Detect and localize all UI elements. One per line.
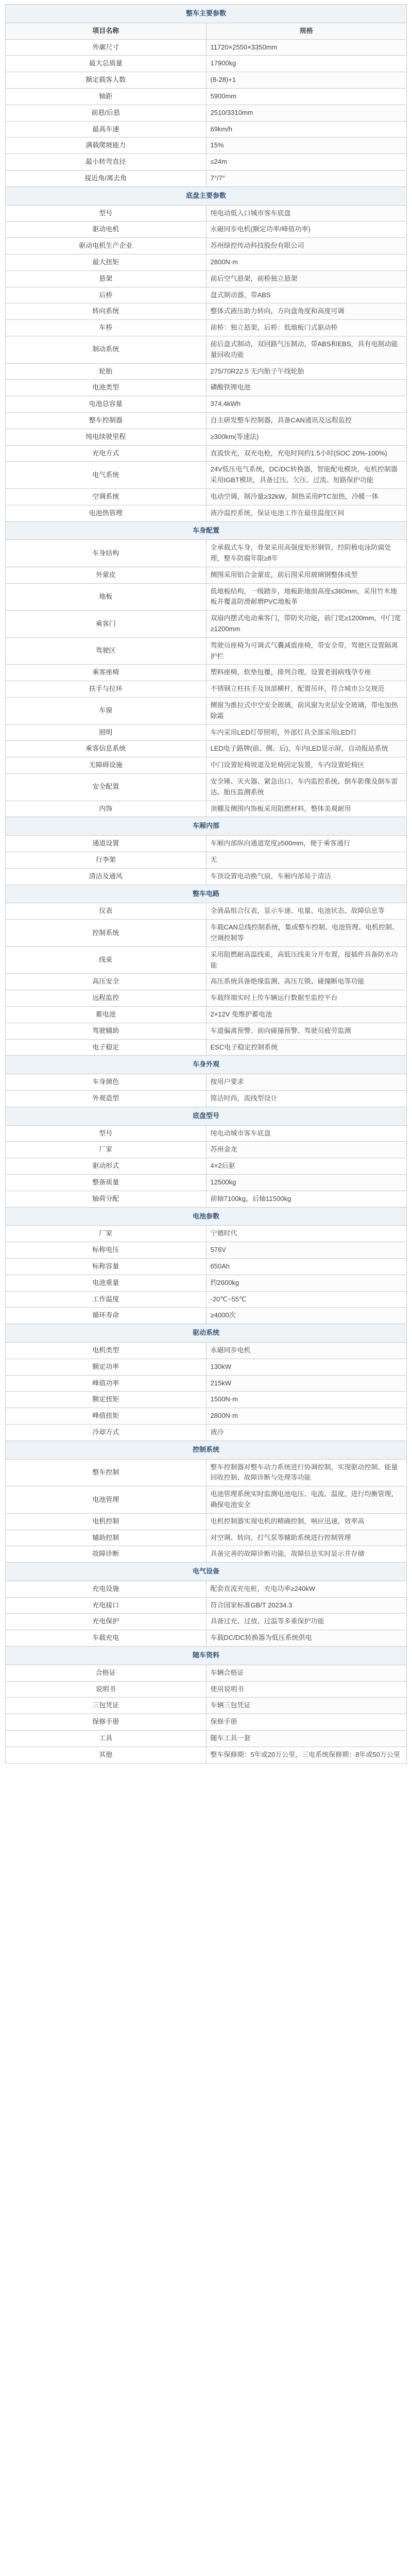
table-row [6, 1007, 407, 1023]
row-label: 整车控制器 [6, 412, 207, 429]
table-row [6, 990, 407, 1007]
section-title: 车身配置 [6, 521, 407, 540]
table-row [6, 303, 407, 320]
row-value: 侧窗为推拉式中空安全玻璃，前风窗为夹层安全玻璃，带电加热除霜 [206, 698, 407, 725]
row-label: 电池总容量 [6, 396, 207, 413]
row-label: 电池重量 [6, 1275, 207, 1291]
table-row [6, 724, 407, 741]
section-title: 底盘主要参数 [6, 187, 407, 205]
row-label: 空调系统 [6, 488, 207, 505]
table-row [6, 1074, 407, 1091]
table-row [6, 1142, 407, 1158]
row-label: 车载充电 [6, 1630, 207, 1647]
table-row [6, 801, 407, 817]
row-label: 悬架 [6, 270, 207, 287]
table-row [6, 1242, 407, 1259]
row-label: 冷却方式 [6, 1424, 207, 1440]
table-row [6, 170, 407, 187]
table-row [6, 1581, 407, 1597]
row-label: 车身结构 [6, 540, 207, 567]
row-value: 配套直流充电桩，充电功率≥240kW [206, 1581, 407, 1597]
row-value: 不锈钢立柱扶手及顶部横杆，配置吊环，符合城市公交规范 [206, 681, 407, 698]
row-label: 满载爬坡能力 [6, 138, 207, 154]
row-label: 控制系统 [6, 920, 207, 947]
table-row [6, 1546, 407, 1563]
row-label: 标称电压 [6, 1242, 207, 1259]
table-row [6, 154, 407, 171]
row-label: 电池类型 [6, 380, 207, 396]
row-value: 自主研发整车控制器，具备CAN通讯及远程监控 [206, 412, 407, 429]
table-row [6, 903, 407, 920]
table-row [6, 1023, 407, 1039]
row-value: LED电子路牌(前、侧、后)，车内LED显示屏，自动报站系统 [206, 741, 407, 757]
row-value: ESC电子稳定控制系统 [206, 1039, 407, 1056]
row-label: 最高车速 [6, 121, 207, 138]
row-value: 前桥：独立悬架，后桥：低地板门式驱动桥 [206, 320, 407, 336]
section-title: 电池参数 [6, 1207, 407, 1226]
table-row [6, 1530, 407, 1546]
row-label: 乘客座椅 [6, 665, 207, 681]
row-value: 69km/h [206, 121, 407, 138]
table-row [6, 462, 407, 489]
table-row [6, 1486, 407, 1514]
column-header-row [6, 23, 407, 39]
table-row [6, 205, 407, 222]
row-value: 2800N·m [206, 254, 407, 270]
row-value: 侧围采用铝合金蒙皮，前后围采用玻璃钢整体成型 [206, 567, 407, 583]
row-value: 直流快充，双充电枪，充电时间约1.5小时(SOC 20%-100%) [206, 445, 407, 462]
row-value: 整车控制器对整车动力系统进行协调控制，实现驱动控制、能量回收控制、故障诊断与处理等功能 [206, 1459, 407, 1486]
row-value: 电池管理系统实时监测电池电压、电流、温度，进行均衡管理，确保电池安全 [206, 1486, 407, 1514]
table-row [6, 946, 407, 974]
row-value: 215kW [206, 1375, 407, 1392]
table-row [6, 774, 407, 801]
row-value: 24V低压电气系统，DC/DC转换器，智能配电模块，电机控制器采用IGBT模块，具备过压、欠压、过流、短路保护功能 [206, 462, 407, 489]
row-value: 7°/7° [206, 170, 407, 187]
row-value: 按用户要求 [206, 1074, 407, 1091]
row-value: 保修手册 [206, 1714, 407, 1731]
row-label: 行李架 [6, 852, 207, 869]
row-label: 清洁及通风 [6, 868, 207, 885]
row-label: 型号 [6, 1125, 207, 1142]
row-value: 顶棚及侧围内饰板采用阻燃材料，整体美观耐用 [206, 801, 407, 817]
table-row [6, 974, 407, 990]
spec-table [5, 4, 407, 1764]
table-row [6, 1275, 407, 1291]
table-row [6, 583, 407, 611]
row-label: 照明 [6, 724, 207, 741]
row-value: 全液晶组合仪表，显示车速、电量、电池状态、故障信息等 [206, 903, 407, 920]
row-value: 车道偏离预警、前向碰撞预警、驾驶员疲劳监测 [206, 1023, 407, 1039]
table-row [6, 698, 407, 725]
row-label: 轮胎 [6, 363, 207, 380]
table-row [6, 1698, 407, 1714]
section-header [6, 1647, 407, 1665]
row-value: ≥4000次 [206, 1308, 407, 1324]
section-title: 底盘型号 [6, 1107, 407, 1125]
row-label: 保修手册 [6, 1714, 207, 1731]
table-row [6, 270, 407, 287]
row-label: 乘客信息系统 [6, 741, 207, 757]
table-row [6, 665, 407, 681]
table-row [6, 757, 407, 774]
row-value: 电动空调，制冷量≥32kW，制热采用PTC加热，冷暖一体 [206, 488, 407, 505]
row-label: 峰值功率 [6, 1375, 207, 1392]
table-row [6, 105, 407, 121]
table-row [6, 254, 407, 270]
row-label: 驱动电机生产企业 [6, 238, 207, 255]
row-label: 电池管理 [6, 1486, 207, 1514]
table-row [6, 363, 407, 380]
row-value: 车载终端实时上传车辆运行数据至监控平台 [206, 990, 407, 1007]
row-label: 工作温度 [6, 1291, 207, 1308]
row-value: 12500kg [206, 1174, 407, 1191]
row-value: 前后盘式制动，双回路气压制动，带ABS和EBS，具有电制动能量回收功能 [206, 336, 407, 363]
table-row [6, 567, 407, 583]
row-value: ≥300km(等速法) [206, 429, 407, 445]
row-value: 液冷温控系统，保证电池工作在最佳温度区间 [206, 505, 407, 521]
table-row [6, 488, 407, 505]
row-label: 额定扭矩 [6, 1392, 207, 1408]
section-title: 整车主要参数 [6, 5, 407, 23]
row-label: 电机类型 [6, 1342, 207, 1359]
table-row [6, 1392, 407, 1408]
table-row [6, 741, 407, 757]
row-value: 塑料座椅，软垫包覆，排列合理，设置老弱病残孕专座 [206, 665, 407, 681]
row-label: 整备质量 [6, 1174, 207, 1191]
row-value: 液冷 [206, 1424, 407, 1440]
row-label: 电气系统 [6, 462, 207, 489]
column-header-spec: 规格 [206, 23, 407, 39]
row-label: 充电保护 [6, 1614, 207, 1630]
table-row [6, 1731, 407, 1747]
row-label: 驱动形式 [6, 1158, 207, 1175]
row-label: 外观造型 [6, 1090, 207, 1107]
section-header [6, 885, 407, 903]
row-value: 2800N·m [206, 1408, 407, 1425]
row-label: 轴荷分配 [6, 1191, 207, 1207]
table-row [6, 1226, 407, 1242]
table-row [6, 1342, 407, 1359]
row-value: 纯电动低入口城市客车底盘 [206, 205, 407, 222]
table-row [6, 380, 407, 396]
row-value: 374.4kWh [206, 396, 407, 413]
row-label: 电子稳定 [6, 1039, 207, 1056]
row-value: 纯电动城市客车底盘 [206, 1125, 407, 1142]
row-label: 辅助控制 [6, 1530, 207, 1546]
row-value: 电机控制器实现电机的精确控制，响应迅速，效率高 [206, 1513, 407, 1530]
row-label: 充电设施 [6, 1581, 207, 1597]
section-header [6, 1207, 407, 1226]
row-value: 永磁同步电机 [206, 1342, 407, 1359]
row-label: 外廓尺寸 [6, 39, 207, 56]
row-label: 充电接口 [6, 1597, 207, 1614]
row-label: 纯电续驶里程 [6, 429, 207, 445]
row-label: 内饰 [6, 801, 207, 817]
table-row [6, 1039, 407, 1056]
section-title: 车身外观 [6, 1056, 407, 1074]
row-value: 4×2后驱 [206, 1158, 407, 1175]
row-value: 随车工具一套 [206, 1731, 407, 1747]
table-row [6, 1747, 407, 1763]
row-label: 峰值扭矩 [6, 1408, 207, 1425]
row-value: 车顶设置电动换气扇，车厢内部易于清洁 [206, 868, 407, 885]
row-label: 车窗 [6, 698, 207, 725]
row-label: 蓄电池 [6, 1007, 207, 1023]
table-row [6, 1681, 407, 1698]
row-label: 驾驶区 [6, 637, 207, 665]
section-title: 随车资料 [6, 1647, 407, 1665]
row-label: 仪表 [6, 903, 207, 920]
section-title: 整车电路 [6, 885, 407, 903]
row-label: 制动系统 [6, 336, 207, 363]
table-row [6, 412, 407, 429]
row-value: 简洁时尚，流线型设计 [206, 1090, 407, 1107]
table-row [6, 1597, 407, 1614]
row-value: 整体式液压助力转向，方向盘角度和高度可调 [206, 303, 407, 320]
row-value: 使用说明书 [206, 1681, 407, 1698]
row-value: 车辆合格证 [206, 1665, 407, 1681]
row-value: 1500N·m [206, 1392, 407, 1408]
row-label: 整车控制 [6, 1459, 207, 1486]
table-row [6, 1424, 407, 1440]
table-row [6, 1191, 407, 1207]
row-value: 低地板结构，一级踏步，地板距地面高度≤360mm，采用竹木地板并覆盖防滑耐磨PVC地板革 [206, 583, 407, 611]
row-value: 苏州金龙 [206, 1142, 407, 1158]
table-row [6, 1665, 407, 1681]
row-value: 17900kg [206, 56, 407, 72]
row-label: 循环寿命 [6, 1308, 207, 1324]
section-header [6, 1324, 407, 1343]
table-row [6, 920, 407, 947]
row-label: 三包凭证 [6, 1698, 207, 1714]
row-value: 安全锤、灭火器、紧急出口、车内监控系统、倒车影像及倒车雷达、胎压监测系统 [206, 774, 407, 801]
spec-table-body [6, 5, 407, 1764]
row-value: 前后空气悬架，前桥独立悬架 [206, 270, 407, 287]
row-label: 充电方式 [6, 445, 207, 462]
table-row [6, 320, 407, 336]
row-label: 型号 [6, 205, 207, 222]
row-label: 工具 [6, 1731, 207, 1747]
row-value: 650Ah [206, 1258, 407, 1275]
row-value: 2510/3310mm [206, 105, 407, 121]
row-label: 其他 [6, 1747, 207, 1763]
row-label: 说明书 [6, 1681, 207, 1698]
row-label: 转向系统 [6, 303, 207, 320]
row-value: 全承载式车身，骨架采用高强度矩形钢管，经阴极电泳防腐处理，整车防腐年限≥8年 [206, 540, 407, 567]
row-value: 具备过充、过放、过温等多重保护功能 [206, 1614, 407, 1630]
table-row [6, 1125, 407, 1142]
table-row [6, 681, 407, 698]
section-header [6, 1440, 407, 1459]
row-label: 额定功率 [6, 1359, 207, 1375]
table-row [6, 637, 407, 665]
table-row [6, 287, 407, 303]
row-label: 乘客门 [6, 611, 207, 638]
section-header [6, 1107, 407, 1125]
table-row [6, 1513, 407, 1530]
row-label: 故障诊断 [6, 1546, 207, 1563]
row-label: 最大扭矩 [6, 254, 207, 270]
row-label: 厂家 [6, 1226, 207, 1242]
table-row [6, 1258, 407, 1275]
row-value: 车内采用LED灯带照明，外部灯具全部采用LED灯 [206, 724, 407, 741]
table-row [6, 540, 407, 567]
row-label: 电池热管理 [6, 505, 207, 521]
row-value: 约2600kg [206, 1275, 407, 1291]
table-row [6, 1630, 407, 1647]
row-value: -20℃~55℃ [206, 1291, 407, 1308]
row-value: 高压系统具备绝缘监测、高压互锁、碰撞断电等功能 [206, 974, 407, 990]
row-label: 轴距 [6, 88, 207, 105]
table-row [6, 1459, 407, 1486]
row-label: 厂家 [6, 1142, 207, 1158]
table-row [6, 88, 407, 105]
row-value: 苏州绿控传动科技股份有限公司 [206, 238, 407, 255]
row-label: 高压安全 [6, 974, 207, 990]
section-header [6, 1563, 407, 1581]
table-row [6, 1158, 407, 1175]
row-value: 整车保修期：5年或20万公里，三电系统保修期：8年或50万公里 [206, 1747, 407, 1763]
row-label: 驱动电机 [6, 222, 207, 238]
row-label: 通道设置 [6, 836, 207, 852]
section-title: 驱动系统 [6, 1324, 407, 1343]
row-label: 安全配置 [6, 774, 207, 801]
row-value: 无 [206, 852, 407, 869]
row-label: 标称容量 [6, 1258, 207, 1275]
row-label: 无障碍设施 [6, 757, 207, 774]
row-value: 130kW [206, 1359, 407, 1375]
row-label: 线束 [6, 946, 207, 974]
row-value: 永磁同步电机(额定功率/峰值功率) [206, 222, 407, 238]
section-header [6, 5, 407, 23]
row-label: 前悬/后悬 [6, 105, 207, 121]
row-value: 双扇内摆式电动乘客门，带防夹功能，前门宽≥1200mm，中门宽≥1200mm [206, 611, 407, 638]
row-value: 采用阻燃耐高温线束，高低压线束分开布置，接插件具备防水功能 [206, 946, 407, 974]
row-value: 对空调、转向、打气泵等辅助系统进行控制管理 [206, 1530, 407, 1546]
section-header [6, 521, 407, 540]
row-label: 车桥 [6, 320, 207, 336]
table-row [6, 336, 407, 363]
row-label: 最小转弯直径 [6, 154, 207, 171]
row-value: 车载DC/DC转换器为低压系统供电 [206, 1630, 407, 1647]
table-row [6, 222, 407, 238]
row-label: 最大总质量 [6, 56, 207, 72]
row-value: 驾驶员座椅为可调式气囊减震座椅，带安全带，驾驶区设置隔离护栏 [206, 637, 407, 665]
row-label: 外蒙皮 [6, 567, 207, 583]
table-row [6, 56, 407, 72]
section-header [6, 817, 407, 836]
table-row [6, 1614, 407, 1630]
row-value: 车厢内部纵向通道宽度≥500mm，便于乘客通行 [206, 836, 407, 852]
row-value: 宁德时代 [206, 1226, 407, 1242]
row-value: 车载CAN总线控制系统，集成整车控制、电池管理、电机控制、空调控制等 [206, 920, 407, 947]
row-value: 磷酸铁锂电池 [206, 380, 407, 396]
table-row [6, 836, 407, 852]
section-title: 车厢内部 [6, 817, 407, 836]
section-title: 控制系统 [6, 1440, 407, 1459]
row-value: 具备完善的故障诊断功能，故障信息实时显示并存储 [206, 1546, 407, 1563]
spec-document [5, 4, 407, 1764]
table-row [6, 445, 407, 462]
table-row [6, 39, 407, 56]
row-label: 驾驶辅助 [6, 1023, 207, 1039]
row-value: 中门设置轮椅坡道及轮椅固定装置，车内设置轮椅区 [206, 757, 407, 774]
table-row [6, 1308, 407, 1324]
row-label: 地板 [6, 583, 207, 611]
row-label: 扶手与拉环 [6, 681, 207, 698]
row-value: 盘式制动器，带ABS [206, 287, 407, 303]
table-row [6, 505, 407, 521]
table-row [6, 1714, 407, 1731]
row-value: 11720×2550×3350mm [206, 39, 407, 56]
row-value: 15% [206, 138, 407, 154]
table-row [6, 868, 407, 885]
table-row [6, 138, 407, 154]
table-row [6, 1408, 407, 1425]
row-value: 576V [206, 1242, 407, 1259]
table-row [6, 121, 407, 138]
row-label: 电机控制 [6, 1513, 207, 1530]
section-title: 电气设备 [6, 1563, 407, 1581]
row-label: 车身颜色 [6, 1074, 207, 1091]
section-header [6, 1056, 407, 1074]
table-row [6, 611, 407, 638]
table-row [6, 1174, 407, 1191]
table-row [6, 429, 407, 445]
column-header-item: 项目名称 [6, 23, 207, 39]
table-row [6, 852, 407, 869]
table-row [6, 1090, 407, 1107]
row-value: 车辆三包凭证 [206, 1698, 407, 1714]
table-row [6, 1359, 407, 1375]
row-value: 5900mm [206, 88, 407, 105]
section-header [6, 187, 407, 205]
table-row [6, 238, 407, 255]
table-row [6, 396, 407, 413]
row-label: 后桥 [6, 287, 207, 303]
row-value: ≤24m [206, 154, 407, 171]
row-label: 额定载客人数 [6, 72, 207, 89]
table-row [6, 1375, 407, 1392]
table-row [6, 1291, 407, 1308]
row-value: 2×12V 免维护蓄电池 [206, 1007, 407, 1023]
row-value: 前轴7100kg，后轴11500kg [206, 1191, 407, 1207]
row-label: 合格证 [6, 1665, 207, 1681]
row-value: (8-28)+1 [206, 72, 407, 89]
row-label: 接近角/离去角 [6, 170, 207, 187]
row-value: 275/70R22.5 无内胎子午线轮胎 [206, 363, 407, 380]
row-label: 远程监控 [6, 990, 207, 1007]
row-value: 符合国家标准GB/T 20234.3 [206, 1597, 407, 1614]
table-row [6, 72, 407, 89]
